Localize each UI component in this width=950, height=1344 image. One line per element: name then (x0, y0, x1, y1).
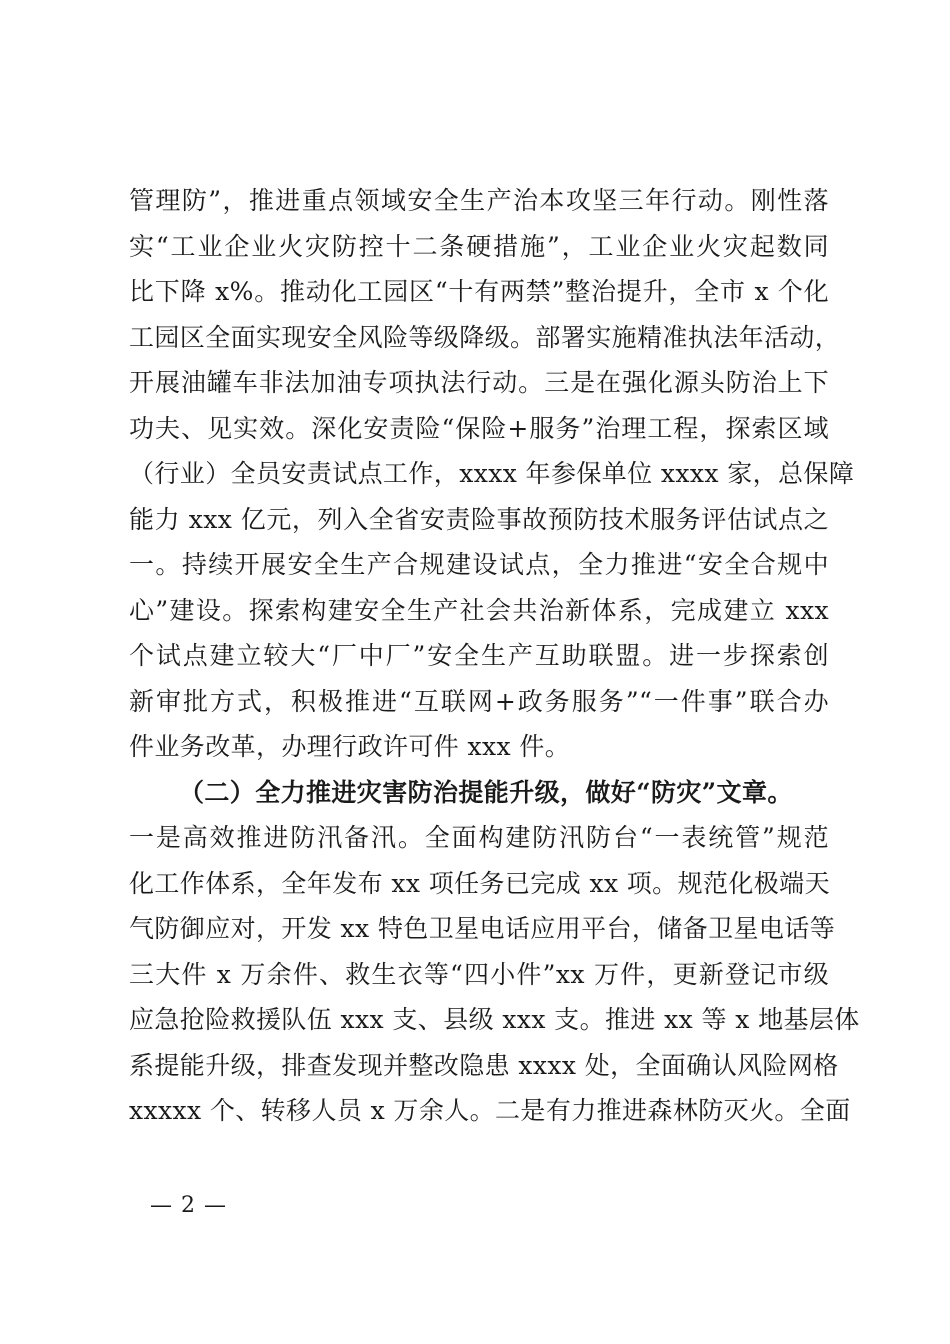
text-line: （行业）全员安责试点工作，xxxx 年参保单位 xxxx 家，总保障 (129, 459, 855, 488)
section-heading-text: （二）全力推进灾害防治提能升级，做好“防灾”文章。 (179, 777, 793, 807)
section-heading (129, 770, 829, 816)
text-line: 功夫、见实效。深化安责险“保险+服务”治理工程，探索区域 (129, 413, 829, 443)
text-line: 件业务改革，办理行政许可件 xxx 件。 (129, 732, 571, 761)
page-number: — 2 — (150, 1193, 227, 1218)
text-line: 能力 xxx 亿元，列入全省安责险事故预防技术服务评估试点之 (129, 504, 829, 534)
text-line: 开展油罐车非法加油专项执法行动。三是在强化源头防治上下 (129, 368, 829, 397)
text-line: xxxxx 个、转移人员 x 万余人。二是有力推进森林防灭火。全面 (129, 1096, 851, 1125)
text-line: 一。持续开展安全生产合规建设试点，全力推进“安全合规中 (129, 550, 829, 579)
text-line: 工园区全面实现安全风险等级降级。部署实施精准执法年活动， (129, 322, 841, 352)
text-line: 一是高效推进防汛备汛。全面构建防汛防台“一表统管”规范 (129, 823, 829, 852)
body-text (129, 178, 860, 1134)
text-line: 应急抢险救援队伍 xxx 支、县级 xxx 支。推进 xx 等 x 地基层体 (129, 1005, 860, 1034)
text-line: 三大件 x 万余件、救生衣等“四小件”xx 万件，更新登记市级 (129, 959, 829, 989)
text-line: 新审批方式，积极推进“互联网+政务服务”“一件事”联合办 (129, 686, 829, 716)
text-line: 系提能升级，排查发现并整改隐患 xxxx 处，全面确认风险网格 (129, 1050, 839, 1080)
text-line: 气防御应对，开发 xx 特色卫星电话应用平台，储备卫星电话等 (129, 914, 836, 943)
text-line: 实“工业企业火灾防控十二条硬措施”，工业企业火灾起数同 (129, 231, 829, 261)
text-line: 管理防”，推进重点领域安全生产治本攻坚三年行动。刚性落 (129, 186, 829, 215)
text-line: 比下降 x%。推动化工园区“十有两禁”整治提升，全市 x 个化 (129, 277, 829, 306)
text-line: 心”建设。探索构建安全生产社会共治新体系，完成建立 xxx (129, 595, 829, 625)
text-line: 个试点建立较大“厂中厂”安全生产互助联盟。进一步探索创 (129, 641, 829, 670)
text-line: 化工作体系，全年发布 xx 项任务已完成 xx 项。规范化极端天 (129, 868, 830, 898)
